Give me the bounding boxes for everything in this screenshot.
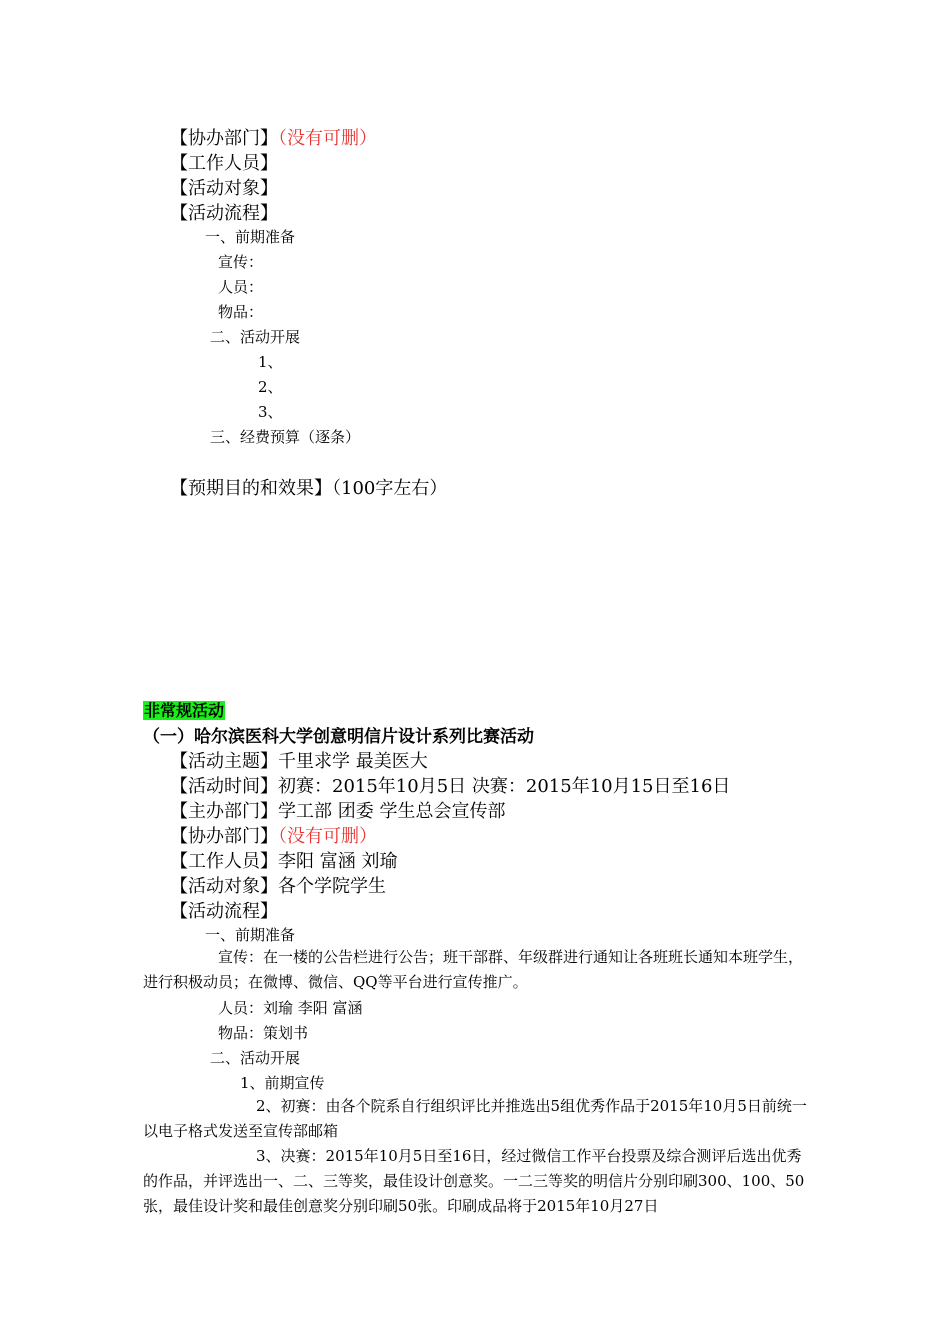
- step2-item-qianqi: 1、前期宣传: [240, 1074, 325, 1092]
- zhuti-label: 【活动主题】: [170, 751, 278, 772]
- xieban-note: （没有可删）: [278, 128, 377, 149]
- shijian-label: 【活动时间】: [170, 776, 278, 797]
- step3-heading: 三、经费预算（逐条）: [210, 428, 361, 446]
- gongzuo2-row: [170, 847, 397, 873]
- step1-heading: 一、前期准备: [205, 228, 296, 246]
- zhuban-label: 【主办部门】: [170, 801, 278, 822]
- xieban2-note: （没有可删）: [278, 826, 377, 847]
- wupin-label: 物品：: [218, 303, 264, 321]
- duixiang2-value: 各个学院学生: [278, 876, 386, 897]
- step2-item-1: 1、: [258, 353, 283, 371]
- xuanchuan-paragraph: 宣传：在一楼的公告栏进行公告；班干部群、年级群进行通知让各班班长通知本班学生，进行积极动员；在微博、微信、QQ等平台进行宣传推广。: [143, 948, 804, 991]
- gongzuo2-label: 【工作人员】: [170, 851, 278, 872]
- chusai-paragraph: 2、初赛：由各个院系自行组织评比并推选出5组优秀作品于2015年10月5日前统一以电子格式发送至宣传部邮箱: [143, 1097, 807, 1140]
- step2-heading: 二、活动开展: [210, 328, 301, 346]
- duixiang-label: 【活动对象】: [170, 178, 278, 199]
- xieban-row: [170, 124, 377, 150]
- xieban2-label: 【协办部门】: [170, 826, 278, 847]
- step1-heading-2: 一、前期准备: [205, 926, 296, 944]
- duixiang2-label: 【活动对象】: [170, 876, 278, 897]
- wupin-value: 物品：策划书: [218, 1024, 309, 1042]
- section-title: （一）哈尔滨医科大学创意明信片设计系列比赛活动: [143, 727, 534, 747]
- gongzuo2-value: 李阳 富涵 刘瑜: [278, 851, 398, 872]
- duixiang2-row: [170, 872, 386, 898]
- step2-heading-2: 二、活动开展: [210, 1049, 301, 1067]
- zhuban-row: [170, 797, 505, 823]
- juesai-paragraph: 3、决赛：2015年10月5日至16日，经过微信工作平台投票及综合测评后选出优秀的作品，并评选出一、二、三等奖，最佳设计创意奖。一二三等奖的明信片分别印刷300、100、50张，最佳设计奖和最佳创意奖分别印刷50张。印刷成品将于2015年10月27日: [143, 1147, 805, 1215]
- xuanchuan-label: 宣传：: [218, 253, 264, 271]
- yuqi-label: 【预期目的和效果】（100字左右）: [170, 478, 448, 499]
- shijian-value: 初赛：2015年10月5日 决赛：2015年10月15日至16日: [278, 776, 731, 797]
- xieban2-row: [170, 822, 377, 848]
- xieban-label: 【协办部门】: [170, 128, 278, 149]
- liucheng2-label: 【活动流程】: [170, 901, 278, 922]
- step2-item-2: 2、: [258, 378, 283, 396]
- liucheng-label: 【活动流程】: [170, 203, 278, 224]
- section-tag: [143, 698, 225, 721]
- zhuti-row: [170, 747, 428, 773]
- gongzuo-label: 【工作人员】: [170, 153, 278, 174]
- step2-item-3: 3、: [258, 403, 283, 421]
- zhuban-value: 学工部 团委 学生总会宣传部: [278, 801, 506, 822]
- renyuan-value: 人员：刘瑜 李阳 富涵: [218, 999, 363, 1017]
- shijian-row: [170, 772, 730, 798]
- zhuti-value: 千里求学 最美医大: [278, 751, 428, 772]
- renyuan-label: 人员：: [218, 278, 264, 296]
- section-tag-highlight: 非常规活动: [144, 701, 225, 720]
